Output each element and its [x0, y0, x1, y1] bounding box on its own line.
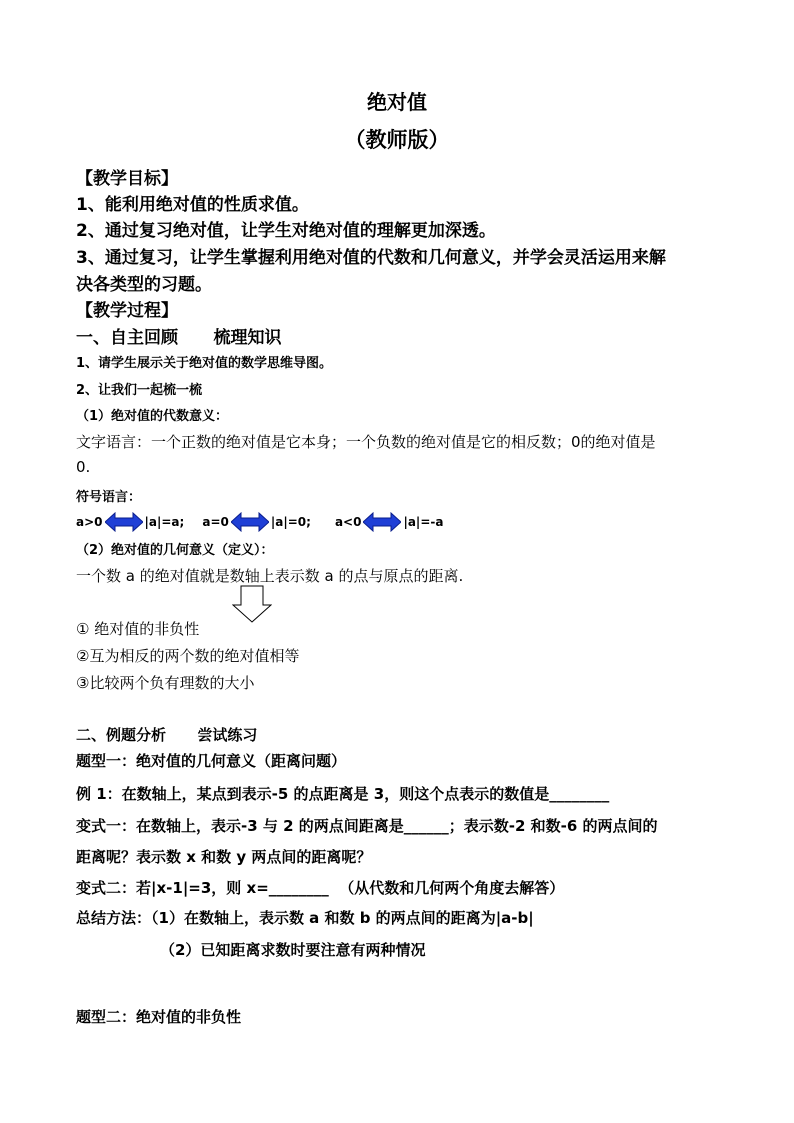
part1-heading: 一、自主回顾 梳理知识 — [76, 328, 282, 348]
page-title: 绝对值 — [367, 90, 427, 114]
variation-1-line-2: 距离呢？表示数 x 和数 y 两点间的距离呢？ — [76, 848, 372, 866]
property-2: ②互为相反的两个数的绝对值相等 — [76, 647, 300, 665]
goal-item-continued: 决各类型的习题。 — [76, 275, 212, 295]
condition-zero: a=0 — [202, 515, 229, 529]
page-subtitle: （教师版） — [344, 128, 450, 152]
type1-heading: 题型一：绝对值的几何意义（距离问题） — [76, 752, 347, 770]
example-1: 例 1：在数轴上，某点到表示-5 的点距离是 3，则这个点表示的数值是________ — [76, 785, 610, 803]
symbol-row — [76, 511, 443, 533]
result-zero: |a|=0; — [270, 515, 311, 529]
type2-heading: 题型二：绝对值的非负性 — [76, 1008, 242, 1026]
geometric-definition: 一个数 a 的绝对值就是数轴上表示数 a 的点与原点的距离. — [76, 567, 464, 585]
text-language-line-2: 0. — [76, 458, 91, 476]
property-1: ① 绝对值的非负性 — [76, 620, 200, 638]
part1-line-1: 1、请学生展示关于绝对值的数学思维导图。 — [76, 356, 333, 371]
summary-2: （2）已知距离求数时要注意有两种情况 — [160, 941, 426, 959]
algebraic-meaning-heading: （1）绝对值的代数意义： — [76, 409, 229, 424]
property-3: ③比较两个负有理数的大小 — [76, 674, 255, 692]
double-arrow-icon — [105, 512, 143, 532]
process-heading: 【教学过程】 — [76, 301, 178, 321]
result-positive: |a|=a; — [144, 515, 185, 529]
text-language-line-1: 文字语言：一个正数的绝对值是它本身；一个负数的绝对值是它的相反数；0的绝对值是 — [76, 433, 656, 451]
goal-item: 2、通过复习绝对值，让学生对绝对值的理解更加深透。 — [76, 221, 496, 241]
double-arrow-icon — [363, 512, 401, 532]
condition-negative: a<0 — [334, 515, 362, 529]
summary-1: 总结方法：（1）在数轴上，表示数 a 和数 b 的两点间的距离为|a-b| — [76, 909, 534, 927]
part2-heading: 二、例题分析 尝试练习 — [76, 726, 258, 744]
condition-positive: a>0 — [76, 515, 103, 529]
variation-1-line-1: 变式一：在数轴上，表示-3 与 2 的两点间距离是______；表示数-2 和数-6 的两点间的 — [76, 817, 658, 835]
variation-2: 变式二：若|x-1|=3，则 x=________ （从代数和几何两个角度去解答） — [76, 879, 565, 897]
symbol-language-label: 符号语言： — [76, 490, 142, 505]
geometric-meaning-heading: （2）绝对值的几何意义（定义）： — [76, 543, 274, 558]
down-arrow-icon — [232, 585, 272, 623]
result-negative: |a|=-a — [403, 515, 444, 529]
part1-line-2: 2、让我们一起梳一梳 — [76, 383, 203, 398]
double-arrow-icon — [231, 512, 269, 532]
goal-item: 3、通过复习，让学生掌握利用绝对值的代数和几何意义，并学会灵活运用来解 — [76, 248, 666, 268]
goal-item: 1、能利用绝对值的性质求值。 — [76, 195, 309, 215]
goals-heading: 【教学目标】 — [76, 169, 178, 189]
